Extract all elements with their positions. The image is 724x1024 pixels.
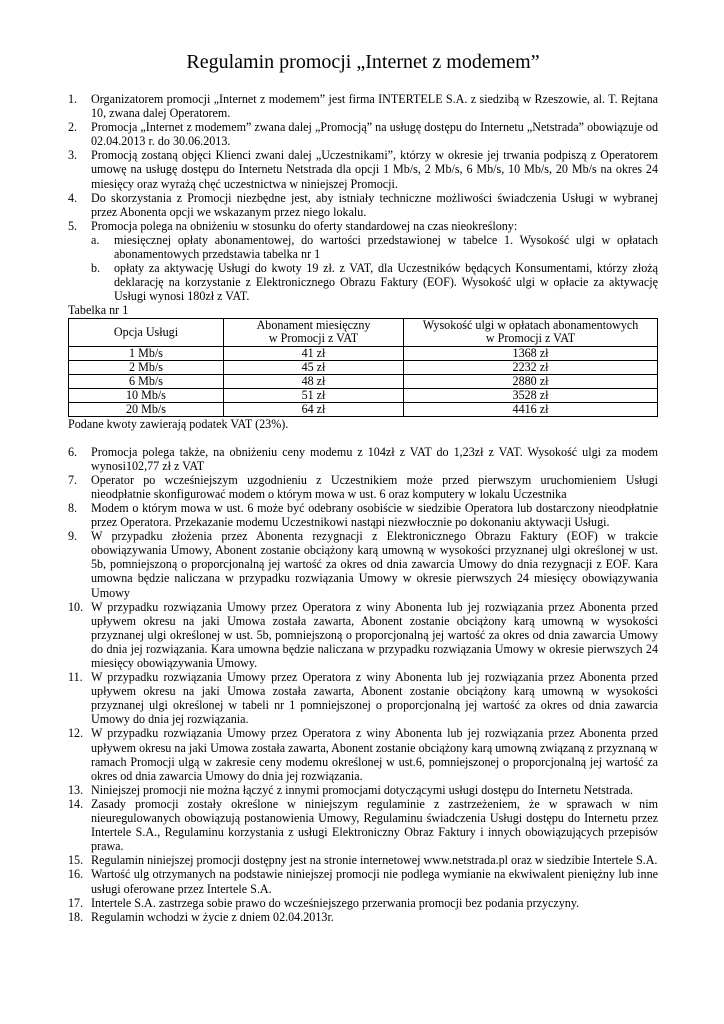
table-row	[69, 402, 658, 416]
rule-item	[68, 783, 658, 797]
rule-item	[68, 853, 658, 867]
table-header-cell: Wysokość ulgi w opłatach abonamentowych w Promocji z VAT	[404, 318, 658, 346]
table-cell: 4416 zł	[404, 402, 658, 416]
rules-list-part-1	[68, 92, 658, 303]
rule-text: Do skorzystania z Promocji niezbędne jest, aby istniały techniczne możliwości świadczenia Usługi w wybranej przez Abonenta opcji we wskazanym przez niego lokalu.	[91, 190, 658, 219]
rule-number: 10.	[68, 599, 84, 614]
rule-text: W przypadku rozwiązania Umowy przez Operatora z winy Abonenta lub jej rozwiązania przez Abonenta przed upływem okresu na jaki Umowa została zawarta, Abonent zostanie obciążony karą umowną związaną z przyznaną w ramach Promocji ulgą w zakresie ceny modemu określonej w ust.6, pomniejszonej o proporcjonalną jej wartość za okres od dnia zawarcia Umowy do dnia jej rozwiązania.	[91, 726, 658, 783]
rule-item	[68, 797, 658, 853]
rule-text: Promocja „Internet z modemem” zwana dalej „Promocją” na usługę dostępu do Internetu „Netstrada” obowiązuje od 02.04.2013 r. do 30.06.2013.	[91, 120, 658, 149]
rule-number: 5.	[68, 218, 78, 233]
sub-list	[91, 233, 658, 303]
rule-text: W przypadku złożenia przez Abonenta rezygnacji z Elektronicznego Obrazu Faktury (EOF) w trakcie obowiązywania Umowy, Abonent zostanie obciążony karą umowną w wysokości przyznanej ulgi określonej w ust. 5b, pomniejszoną o proporcjonalną jej wartość za okres od dnia zawarcia Umowy do dnia rezygnacji z EOF. Kara umowna będzie naliczana w przypadku rozwiązania Umowy w okresie pierwszych 24 miesięcy obowiązywania Umowy	[91, 529, 658, 600]
table-cell: 1368 zł	[404, 346, 658, 360]
rule-text: Modem o którym mowa w ust. 6 może być odebrany osobiście w siedzibie Operatora lub dostarczony nieodpłatnie przez Operatora. Przekazanie modemu Uczestnikowi nastąpi niezwłocznie po dokonaniu aktywacji Usługi.	[91, 500, 658, 530]
promo-table	[68, 318, 658, 417]
table-cell: 1 Mb/s	[69, 346, 224, 360]
rule-number: 2.	[68, 120, 78, 135]
rule-item	[68, 148, 658, 190]
table-cell: 41 zł	[224, 346, 404, 360]
table-header-cell: Opcja Usługi	[69, 318, 224, 346]
rule-item	[68, 473, 658, 501]
rule-item	[68, 445, 658, 473]
table-cell: 48 zł	[224, 374, 404, 388]
rule-item	[68, 191, 658, 219]
rule-text: Promocja polega także, na obniżeniu ceny modemu z 104zł z VAT do 1,23zł z VAT. Wysokość ulgi za modem wynosi102,77 zł z VAT	[91, 444, 658, 473]
table-caption: Tabelka nr 1	[68, 303, 129, 318]
sub-item-text: opłaty za aktywację Usługi do kwoty 19 zł. z VAT, dla Uczestników będących Konsumentami, którzy złożą deklarację na korzystanie z Elektronicznego Obrazu Faktury (EOF). Wysokość ulgi w opłacie za aktywację Usługi wynosi 180zł z VAT.	[114, 261, 658, 304]
table-cell: 2 Mb/s	[69, 360, 224, 374]
rules-list-part-2	[68, 445, 658, 924]
rule-item	[68, 92, 658, 120]
rule-item	[68, 910, 658, 924]
rule-number: 8.	[68, 500, 78, 515]
sub-item-letter: a.	[91, 232, 100, 247]
rule-number: 9.	[68, 529, 78, 544]
sub-item	[91, 261, 658, 303]
table-cell: 3528 zł	[404, 388, 658, 402]
table-cell: 64 zł	[224, 402, 404, 416]
rule-item	[68, 120, 658, 148]
rule-text: W przypadku rozwiązania Umowy przez Operatora z winy Abonenta lub jej rozwiązania przez Abonenta przed upływem okresu na jaki Umowa została zawarta, Abonent zostanie obciążony karą umowną w wysokości przyznanej ulgi określonej w ust. 5b, pomniejszoną o proporcjonalną jej wartość za okres od dnia zawarcia Umowy do dnia jej rozwiązania. Kara umowna będzie naliczana w przypadku rozwiązania Umowy w okresie pierwszych 24 miesięcy obowiązywania Umowy.	[91, 599, 658, 670]
rule-number: 16.	[68, 867, 84, 882]
rule-item	[68, 600, 658, 670]
rule-number: 1.	[68, 92, 78, 106]
rule-item	[68, 867, 658, 895]
rule-number: 4.	[68, 190, 78, 205]
rule-text: W przypadku rozwiązania Umowy przez Operatora z winy Abonenta lub jej rozwiązania przez Abonenta przed upływem okresu na jaki Umowa została zawarta, Abonent zostanie obciążony karą umowną w wysokości przyznanej ulgi określonej w tabeli nr 1 pomniejszonej o proporcjonalną jej wartość za okres od dnia zawarcia Umowy do dnia jej rozwiązania.	[91, 670, 658, 727]
rule-text: Niniejszej promocji nie można łączyć z innymi promocjami dotyczącymi usługi dostępu do Internetu Netstrada.	[91, 782, 634, 797]
table-row	[69, 360, 658, 374]
rule-number: 15.	[68, 853, 84, 868]
sub-item-letter: b.	[91, 261, 101, 276]
spacer	[68, 431, 658, 445]
rule-number: 7.	[68, 472, 78, 487]
rule-number: 18.	[68, 909, 84, 924]
table-cell: 51 zł	[224, 388, 404, 402]
table-header-row	[69, 318, 658, 346]
rule-number: 3.	[68, 148, 78, 163]
table-row	[69, 374, 658, 388]
rule-text: Intertele S.A. zastrzega sobie prawo do wcześniejszego przerwania promocji bez podania przyczyny.	[91, 895, 580, 910]
rule-item	[68, 219, 658, 304]
table-row	[69, 346, 658, 360]
rule-text: Wartość ulg otrzymanych na podstawie niniejszej promocji nie podlega wymianie na ekwiwalent pieniężny lub inne usługi oferowane przez Intertele S.A.	[91, 867, 658, 896]
rule-number: 12.	[68, 726, 84, 741]
rule-number: 6.	[68, 444, 78, 459]
document-title: Regulamin promocji „Internet z modemem”	[186, 51, 540, 73]
rule-item	[68, 501, 658, 529]
rule-text: Regulamin niniejszej promocji dostępny jest na stronie internetowej www.netstrada.pl oraz w siedzibie Intertele S.A.	[91, 853, 658, 868]
table-row	[69, 388, 658, 402]
rule-text: Regulamin wchodzi w życie z dniem 02.04.2013r.	[91, 909, 334, 924]
rule-text: Promocją zostaną objęci Klienci zwani dalej „Uczestnikami”, którzy w okresie jej trwania podpiszą z Operatorem umowę na usługę dostępu do Internetu Netstrada dla opcji 1 Mb/s, 2 Mb/s, 6 Mb/s, 10 Mb/s, 20 Mb/s na okres 24 miesięcy oraz wyrażą chęć uczestnictwa w niniejszej Promocji.	[91, 148, 658, 191]
rule-item	[68, 726, 658, 782]
rule-text: Promocja polega na obniżeniu w stosunku do oferty standardowej na czas nieokreślony:	[91, 218, 518, 233]
rule-number: 14.	[68, 796, 84, 811]
table-header-cell: Abonament miesięczny w Promocji z VAT	[224, 318, 404, 346]
rule-text: Zasady promocji zostały określone w niniejszym regulaminie z zastrzeżeniem, że w sprawach w nim nieuregulowanych obowiązują postanowienia Umowy, Regulaminu świadczenia Usługi dostępu do Internetu przez Intertele S.A., Regulaminu korzystania z usługi Elektroniczny Obraz Faktury i innych obowiązujących przepisów prawa.	[91, 796, 658, 854]
sub-item	[91, 233, 658, 261]
rule-text: Organizatorem promocji „Internet z modemem” jest firma INTERTELE S.A. z siedzibą w Rzeszowie, al. T. Rejtana 10, zwana dalej Operatorem.	[91, 92, 658, 121]
table-cell: 2880 zł	[404, 374, 658, 388]
sub-item-text: miesięcznej opłaty abonamentowej, do wartości przedstawionej w tabelce 1. Wysokość ulgi w opłatach abonamentowych przedstawia tabelka nr 1	[114, 232, 658, 262]
rule-item	[68, 896, 658, 910]
table-cell: 2232 zł	[404, 360, 658, 374]
table-cell: 20 Mb/s	[69, 402, 224, 416]
rule-item	[68, 670, 658, 726]
table-cell: 6 Mb/s	[69, 374, 224, 388]
rule-item	[68, 529, 658, 599]
table-note: Podane kwoty zawierają podatek VAT (23%).	[68, 416, 289, 431]
rule-text: Operator po wcześniejszym uzgodnieniu z Uczestnikiem może przed pierwszym uruchomieniem Usługi nieodpłatnie skonfigurować modem o którym mowa w ust. 6 oraz komputery w lokalu Uczestnika	[91, 472, 658, 501]
rule-number: 13.	[68, 782, 84, 797]
table-cell: 10 Mb/s	[69, 388, 224, 402]
rule-number: 11.	[68, 670, 83, 685]
table-cell: 45 zł	[224, 360, 404, 374]
rule-number: 17.	[68, 895, 84, 910]
